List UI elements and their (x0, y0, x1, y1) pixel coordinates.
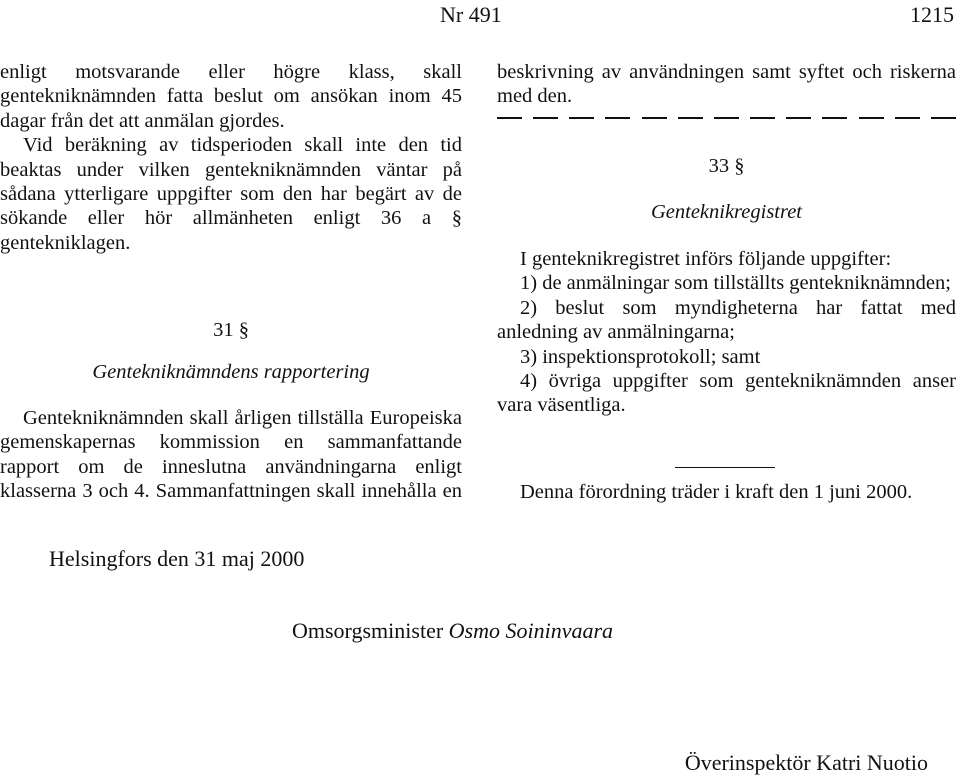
page-number: 1215 (910, 2, 954, 27)
entry-into-force: Denna förordning träder i kraft den 1 juni 2000. (520, 481, 913, 503)
minister-title: Omsorgsminister (292, 618, 444, 643)
section-31-body-wrap (0, 406, 462, 504)
register-item-3: 3) inspektionsprotokoll; samt (520, 345, 761, 368)
section-31-number: 31 § (213, 319, 249, 341)
section-33-body (497, 247, 956, 418)
inspector-signature: Överinspektör Katri Nuotio (684, 750, 928, 775)
section-31-body: Gentekniknämnden skall årligen tillställa Europeiska gemenskapernas kommission en sammanfattande rapport om de inneslutna användningarna enligt klasserna 3 och 4. Sammanfattningen skall innehålla en (0, 407, 462, 503)
right-column-top (497, 60, 956, 109)
continued-paragraph: enligt motsvarande eller högre klass, skall gentekniknämnden fatta beslut om ansökan inom 45 dagar från det att anmälan gjordes. (0, 61, 462, 132)
section-33-number: 33 § (708, 155, 745, 177)
issue-number: Nr 491 (440, 2, 502, 27)
register-item-4: 4) övriga uppgifter som gentekniknämnden anser vara väsentliga. (497, 370, 956, 417)
place-date: Helsingfors den 31 maj 2000 (49, 546, 305, 571)
section-31-title: Gentekniknämndens rapportering (92, 361, 370, 383)
calculation-paragraph: Vid beräkning av tidsperioden skall inte den tid beaktas under vilken gentekniknämnden väntar på sådana ytterligare uppgifter som den har begärt av de sökande eller hör allmänheten enligt 36 a § gentekniklagen. (0, 134, 462, 254)
end-rule (675, 467, 775, 468)
register-item-1: 1) de anmälningar som tillställts gentekniknämnden; (520, 272, 951, 295)
section-33-title: Genteknikregistret (650, 201, 803, 223)
entry-into-force-wrap (497, 480, 956, 504)
dashed-separator (497, 112, 956, 124)
minister-signature (292, 618, 613, 644)
left-column (0, 60, 462, 255)
minister-name: Osmo Soininvaara (448, 618, 614, 643)
register-intro: I genteknikregistret införs följande uppgifter: (520, 248, 892, 270)
register-item-2: 2) beslut som myndigheterna har fattat med anledning av anmälningarna; (497, 296, 956, 344)
continued-paragraph-right: beskrivning av användningen samt syftet och riskerna med den. (497, 61, 956, 108)
